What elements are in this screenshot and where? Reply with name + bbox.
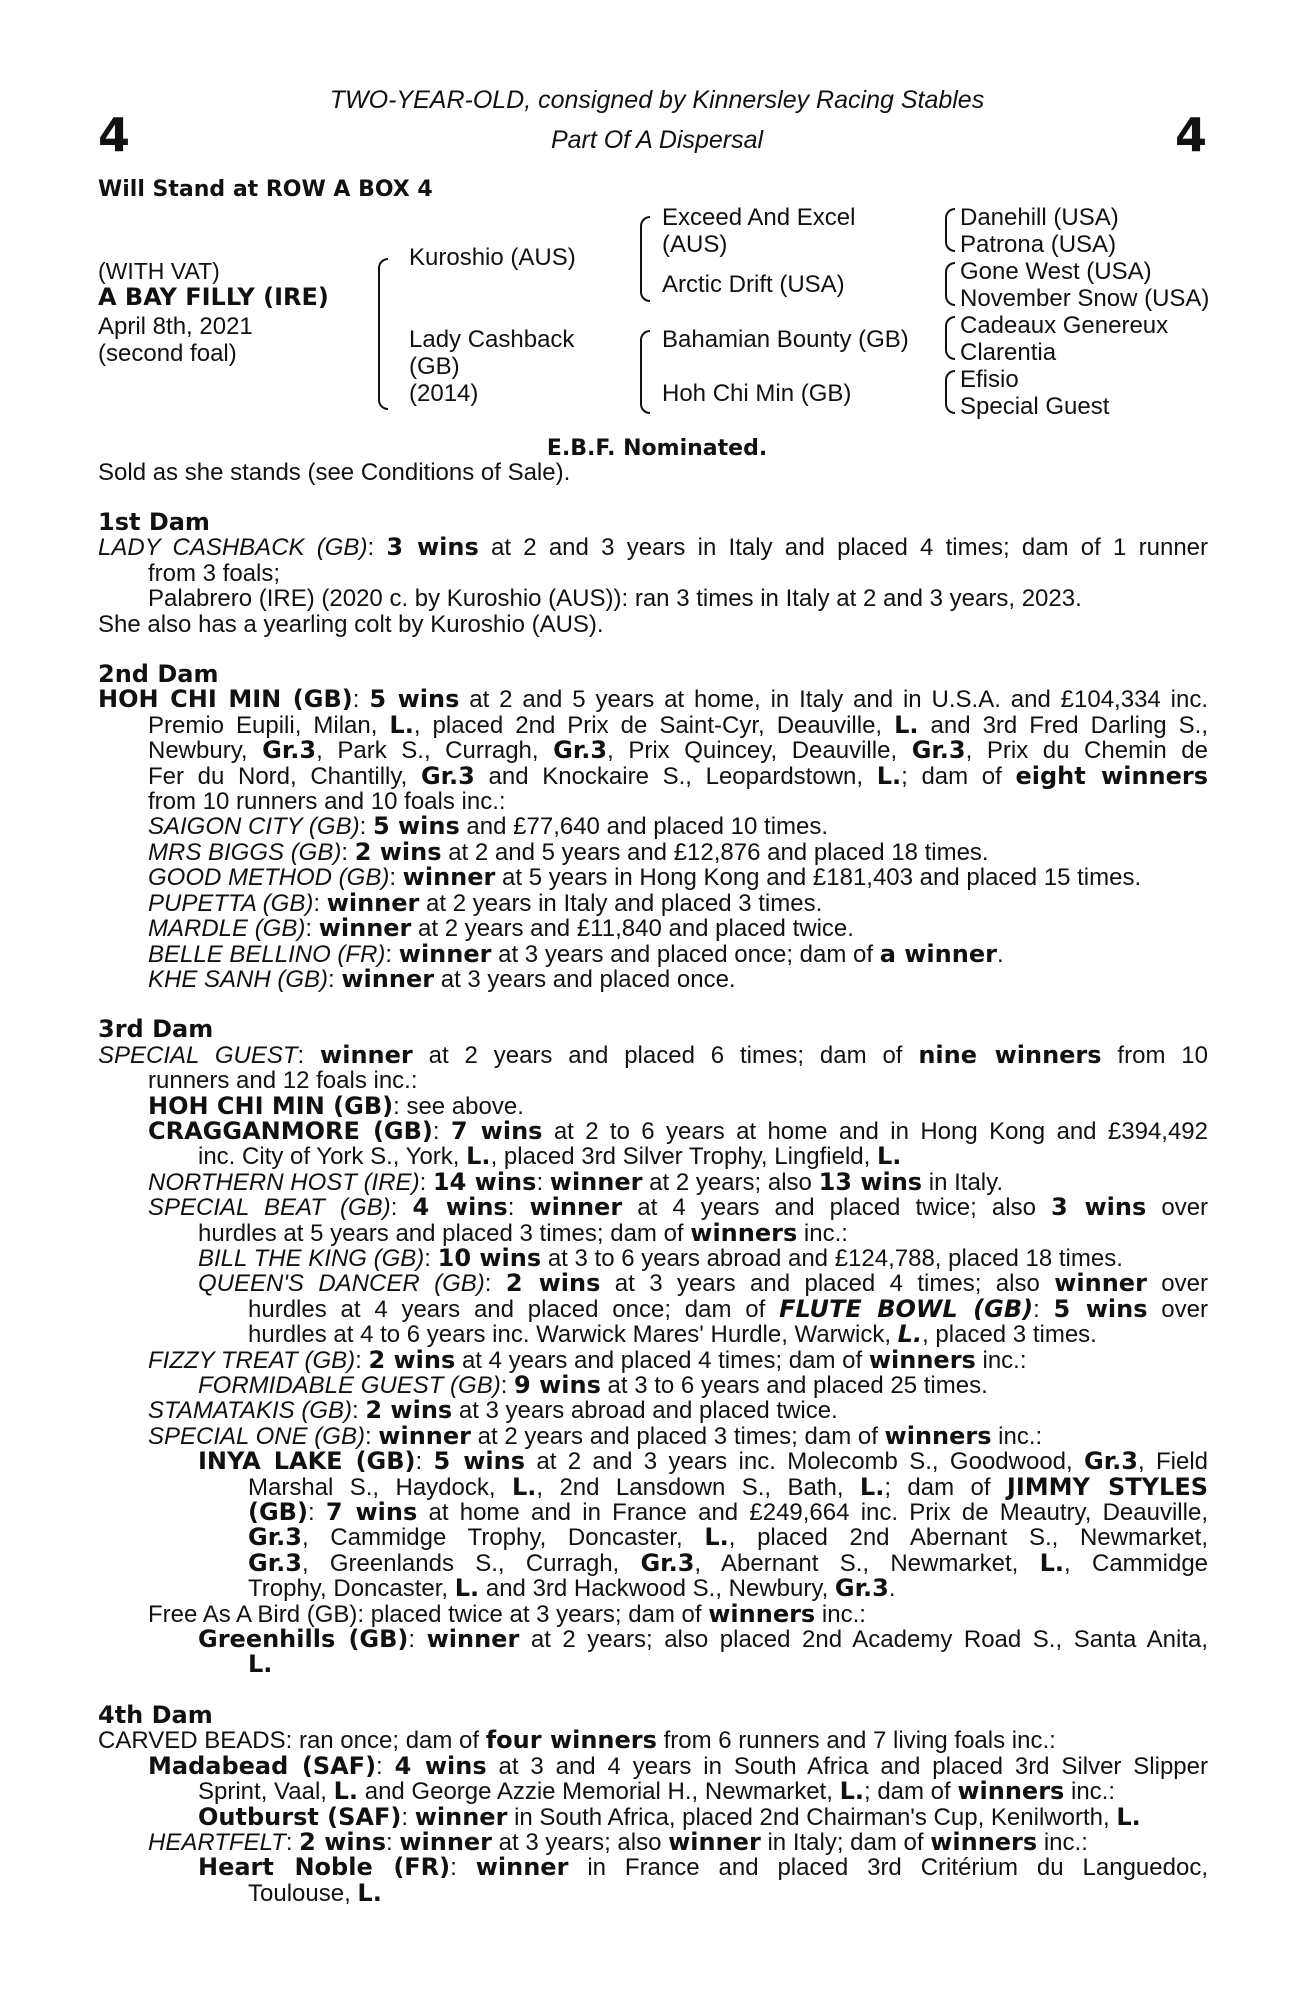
progeny-entry (98, 1827, 1208, 1856)
group-marker: Gr.3 (834, 1574, 889, 1603)
txt: : (285, 1828, 300, 1856)
txt: : (307, 1499, 326, 1527)
group-marker: Gr.3 (420, 761, 475, 790)
pedigree-brace-dam (640, 330, 650, 414)
pedigree-g8: Special Guest (960, 393, 1110, 420)
progeny-entry (98, 1243, 1208, 1272)
dam2-line (98, 687, 1208, 712)
winner-label: winner (1054, 1269, 1147, 1298)
vat-note: (WITH VAT) (98, 258, 220, 284)
txt: : (385, 1828, 400, 1856)
wins-count: 4 wins (412, 1193, 508, 1222)
foal-note: (second foal) (98, 340, 237, 367)
dam3-line (98, 1040, 1209, 1069)
horse-name: SAIGON CITY (GB) (148, 813, 360, 841)
progeny-entry (98, 1525, 1208, 1550)
txt: : (355, 1346, 369, 1374)
txt: in Italy; dam of (760, 1828, 931, 1856)
horse-name: STAMATAKIS (GB) (148, 1397, 353, 1425)
progeny-entry (98, 1398, 1208, 1423)
txt: inc.: (991, 1422, 1043, 1450)
txt: : (328, 965, 342, 993)
progeny-entry (98, 1421, 1208, 1450)
progeny-entry (98, 1599, 1208, 1628)
progeny-entry (98, 1271, 1208, 1296)
txt: at 3 years and placed once; dam of (491, 940, 880, 968)
txt: , Park S., Curragh, (316, 737, 554, 765)
listed-marker: L. (877, 1142, 902, 1171)
listed-marker: L. (357, 1878, 382, 1907)
wins-count: 7 wins (325, 1498, 418, 1527)
horse-name: NORTHERN HOST (IRE) (148, 1168, 420, 1196)
txt: Sprint, Vaal, (198, 1778, 334, 1806)
txt: Trophy, Doncaster, (248, 1575, 455, 1603)
txt: at 2 to 6 years at home and in Hong Kong and £394,492 (542, 1117, 1208, 1145)
wins-count: 3 wins (1051, 1193, 1147, 1222)
horse-name: A BAY FILLY (IRE) (98, 283, 329, 311)
progeny-entry (98, 1167, 1208, 1196)
wins-count: 9 wins (514, 1371, 601, 1399)
txt: at 2 years; also placed 2nd Academy Road S., Santa Anita, (519, 1626, 1208, 1654)
winner-label: winner (326, 888, 420, 917)
horse-name: Heart Noble (FR) (198, 1853, 451, 1882)
winners-count: a winner (879, 939, 997, 968)
progeny-entry (98, 1116, 1208, 1145)
progeny-entry (98, 1449, 1208, 1474)
txt: in South Africa, placed 2nd Chairman's Cup, Kenilworth, (507, 1803, 1117, 1831)
dam2-line (98, 710, 1208, 739)
winners-count: winners (884, 1421, 992, 1450)
listed-marker: L. (333, 1777, 359, 1806)
txt: : (419, 1168, 433, 1196)
horse-name: CRAGGANMORE (GB) (148, 1116, 433, 1145)
horse-name: SPECIAL ONE (GB) (148, 1422, 365, 1450)
txt: at 5 years in Hong Kong and £181,403 and placed 15 times. (495, 864, 1142, 892)
horse-name: SPECIAL BEAT (GB) (148, 1194, 391, 1222)
txt: from 10 (1101, 1041, 1209, 1069)
txt: : (408, 1626, 427, 1654)
horse-name: Madabead (SAF) (148, 1751, 377, 1780)
dam2-line (98, 738, 1208, 763)
txt: inc.: (1037, 1828, 1088, 1856)
txt: : (359, 813, 373, 841)
progeny-entry (98, 964, 1208, 993)
txt: . (996, 940, 1004, 968)
group-marker: Gr.3 (553, 736, 608, 765)
listed-marker: L. (704, 1523, 729, 1552)
txt: at 3 to 6 years and placed 25 times. (600, 1372, 988, 1399)
txt: at 2 and 5 years and £12,876 and placed 18 times. (441, 838, 989, 866)
horse-name: QUEEN'S DANCER (GB) (198, 1270, 485, 1298)
horse-name: KHE SANH (GB) (148, 965, 329, 993)
txt: : (450, 1854, 476, 1882)
txt: : (401, 1803, 415, 1831)
txt: from 6 runners and 7 living foals inc.: (656, 1727, 1056, 1755)
wins-count: 10 wins (437, 1243, 542, 1272)
progeny-entry: Palabrero (IRE) (2020 c. by Kuroshio (AUS)): ran 3 times in Italy at 2 and 3 years, 2023. (148, 585, 1082, 613)
progeny-entry (98, 1091, 1208, 1120)
txt: inc.: (975, 1346, 1027, 1374)
txt: inc.: (815, 1600, 866, 1628)
txt: : (432, 1117, 451, 1145)
wins-count: 14 wins (432, 1167, 537, 1196)
txt: and Knockaire S., Leopardstown, (474, 762, 877, 790)
dam-name: SPECIAL GUEST (98, 1041, 298, 1069)
pedigree-brace-g3 (945, 316, 955, 360)
progeny-entry (98, 1294, 1208, 1323)
pedigree-brace-g2 (945, 262, 955, 306)
group-marker: Gr.3 (1084, 1447, 1138, 1476)
winner-label: winner (320, 1040, 413, 1069)
txt: : (352, 1397, 366, 1425)
listed-marker: L. (389, 710, 414, 739)
txt: in France and placed 3rd Critérium du Languedoc, (568, 1854, 1208, 1882)
pedigree-brace-main (378, 258, 388, 410)
horse-name: PUPETTA (GB) (148, 889, 314, 917)
winners-count: winners (708, 1599, 816, 1628)
txt: at 2 and 3 years in Italy and placed 4 times; dam of 1 runner (478, 534, 1209, 562)
listed-marker: L. (466, 1142, 491, 1171)
sold-note: Sold as she stands (see Conditions of Sale). (98, 459, 571, 486)
txt: over (1146, 1194, 1209, 1222)
section-heading-4th-dam: 4th Dam (98, 1700, 213, 1729)
dam-name: LADY CASHBACK (GB) (98, 534, 368, 562)
txt: at 2 and 3 years inc. Molecomb S., Goodwood, (525, 1448, 1085, 1476)
wins-count: 5 wins (433, 1447, 526, 1476)
txt: hurdles at 4 years and placed once; dam of (248, 1295, 780, 1323)
progeny-entry (98, 916, 1208, 941)
winners-count: four winners (485, 1726, 657, 1755)
txt: : (313, 889, 327, 917)
listed-marker: L. (839, 1777, 864, 1806)
txt: , placed 3rd Silver Trophy, Lingfield, (490, 1143, 877, 1171)
winner-label: winner (402, 863, 496, 892)
horse-name: HOH CHI MIN (GB) (148, 1091, 394, 1120)
txt: : (376, 1752, 395, 1780)
pedigree-g3: Gone West (USA) (960, 258, 1152, 285)
txt: at 3 years and placed once. (434, 965, 736, 993)
progeny-entry (98, 939, 1208, 968)
section-heading-3rd-dam: 3rd Dam (98, 1015, 214, 1044)
pedigree-sire-sire-line1: Exceed And Excel (662, 204, 856, 231)
wins-count: 2 wins (365, 1396, 453, 1425)
txt: CARVED BEADS: ran once; dam of (98, 1727, 486, 1755)
txt: and 3rd Hackwood S., Newbury, (479, 1575, 835, 1603)
txt: at 2 years and placed 3 times; dam of (470, 1422, 885, 1450)
pedigree-brace-g4 (945, 370, 955, 414)
section-heading-1st-dam: 1st Dam (98, 508, 210, 536)
txt: : (507, 1194, 530, 1222)
horse-name: FORMIDABLE GUEST (GB) (198, 1372, 501, 1399)
dam4-line (98, 1728, 1208, 1753)
progeny-entry (98, 1548, 1209, 1577)
dam1-line: from 3 foals; (148, 559, 281, 587)
pedigree-dam-line2: (GB) (409, 353, 460, 380)
horse-name: BILL THE KING (GB) (198, 1244, 425, 1272)
txt: Newbury, (148, 737, 263, 765)
txt: hurdles at 5 years and placed 3 times; dam of (198, 1219, 691, 1247)
pedigree-dam-line3: (2014) (409, 380, 479, 407)
txt: : (305, 915, 319, 943)
group-marker: Gr.3 (262, 736, 317, 765)
horse-name: Greenhills (GB) (198, 1625, 409, 1654)
section-heading-2nd-dam: 2nd Dam (98, 660, 219, 689)
winner-label: winner (378, 1421, 471, 1450)
txt: at 2 years and placed 6 times; dam of (412, 1041, 919, 1069)
txt: : (352, 686, 370, 714)
txt: inc.: (1064, 1778, 1116, 1806)
txt: at 2 years in Italy and placed 3 times. (419, 889, 823, 917)
horse-name: HEARTFELT (148, 1828, 286, 1856)
listed-marker: L. (454, 1574, 480, 1603)
txt: : (364, 1422, 379, 1450)
winner-label: winner (318, 914, 412, 943)
txt: at 3 to 6 years abroad and £124,788, placed 18 times. (541, 1244, 1123, 1272)
txt: and £77,640 and placed 10 times. (459, 813, 829, 841)
txt: : (415, 1448, 434, 1476)
group-marker: Gr.3 (911, 736, 966, 765)
txt: : see above. (393, 1092, 524, 1120)
txt: over (1147, 1295, 1208, 1323)
txt: : (536, 1168, 550, 1196)
horse-name: FLUTE BOWL (GB) (779, 1294, 1034, 1323)
progeny-entry (98, 1218, 1208, 1247)
foaling-date: April 8th, 2021 (98, 313, 253, 340)
horse-name: (GB) (248, 1498, 308, 1527)
dam3-line: runners and 12 foals inc.: (148, 1067, 418, 1095)
pedigree-sire-dam: Arctic Drift (USA) (662, 271, 845, 298)
pedigree-brace-sire (640, 216, 650, 302)
listed-marker: L. (1039, 1548, 1065, 1577)
wins-count: 2 wins (505, 1269, 601, 1298)
pedigree-dam-sire: Bahamian Bounty (GB) (662, 326, 909, 353)
progeny-entry (98, 1779, 1208, 1804)
horse-name: Outburst (SAF) (198, 1802, 402, 1831)
progeny-entry (98, 814, 1208, 839)
catalogue-body (98, 510, 1208, 1906)
progeny-entry (98, 837, 1208, 866)
wins-count: 2 wins (354, 837, 442, 866)
horse-name: MARDLE (GB) (148, 915, 306, 943)
txt: : (367, 534, 387, 562)
txt: and 3rd Fred Darling S., (918, 711, 1208, 739)
lot-number-left: 4 (98, 108, 131, 162)
txt: at 3 years and placed 4 times; also (600, 1270, 1055, 1298)
txt: at 3 years; also (492, 1828, 669, 1856)
listed-marker: L. (1116, 1802, 1141, 1831)
txt: : (341, 838, 355, 866)
txt: , 2nd Lansdown S., Bath, (536, 1473, 860, 1501)
horse-name: BELLE BELLINO (FR) (148, 940, 386, 968)
txt: Free As A Bird (GB): placed twice at 3 years; dam of (148, 1600, 709, 1628)
txt: in Italy. (922, 1168, 1004, 1196)
winner-label: winner (475, 1853, 569, 1882)
pedigree-sire-sire-line2: (AUS) (662, 231, 728, 258)
winner-label: winner (414, 1802, 508, 1831)
txt: at 3 and 4 years in South Africa and placed 3rd Silver Slipper (486, 1752, 1208, 1780)
txt: : (389, 864, 403, 892)
winners-count: winners (690, 1218, 798, 1247)
progeny-entry (98, 1576, 1208, 1601)
txt: , placed 3 times. (922, 1321, 1097, 1349)
txt: ; dam of (863, 1778, 958, 1806)
group-marker: Gr.3 (640, 1548, 695, 1577)
winner-label: winner (426, 1625, 520, 1654)
pedigree-dam-dam: Hoh Chi Min (GB) (662, 380, 852, 407)
progeny-entry (98, 1878, 1208, 1907)
listed-marker: L. (897, 1320, 923, 1349)
txt: at 3 years abroad and placed twice. (452, 1397, 838, 1425)
txt: Marshal S., Haydock, (248, 1473, 512, 1501)
group-marker: Gr.3 (248, 1523, 302, 1552)
txt: at home and in France and £249,664 inc. Prix de Meautry, Deauville, (417, 1499, 1208, 1527)
pedigree-g4: November Snow (USA) (960, 285, 1210, 312)
winner-label: winner (399, 1827, 493, 1856)
dispersal-line: Part Of A Dispersal (550, 126, 764, 154)
pedigree-dam-line1: Lady Cashback (409, 326, 575, 353)
wins-count: 5 wins (369, 685, 460, 714)
progeny-entry (98, 1751, 1208, 1780)
listed-marker: L. (894, 710, 919, 739)
txt: : (390, 1194, 413, 1222)
progeny-entry (98, 865, 1208, 890)
txt: and George Azzie Memorial H., Newmarket, (358, 1778, 840, 1806)
txt: ; dam of (901, 762, 1016, 790)
txt: . (888, 1575, 896, 1603)
txt: , Greenlands S., Curragh, (301, 1549, 641, 1577)
horse-name: INYA LAKE (GB) (198, 1447, 416, 1476)
pedigree-g1: Danehill (USA) (960, 204, 1119, 231)
dam-name: HOH CHI MIN (GB) (98, 685, 353, 714)
horse-name: JIMMY STYLES (1006, 1472, 1209, 1501)
txt: , Prix du Chemin de (965, 737, 1209, 765)
lot-number-right: 4 (1175, 108, 1208, 162)
progeny-entry (98, 1195, 1208, 1220)
ebf-nominated: E.B.F. Nominated. (546, 436, 768, 461)
listed-marker: L. (248, 1650, 273, 1679)
listed-marker: L. (876, 761, 902, 790)
txt: over (1146, 1270, 1208, 1298)
winners-count: winners (930, 1827, 1038, 1856)
listed-marker: L. (511, 1472, 537, 1501)
yearling-note: She also has a yearling colt by Kuroshio (AUS). (98, 610, 604, 638)
progeny-entry (98, 1627, 1208, 1652)
winner-label: winner (341, 964, 435, 993)
txt: , Cammidge Trophy, Doncaster, (301, 1524, 705, 1552)
pedigree-g5: Cadeaux Genereux (960, 312, 1169, 339)
wins-count: 5 wins (1053, 1294, 1148, 1323)
pedigree-brace-g1 (945, 208, 955, 252)
txt: hurdles at 4 to 6 years inc. Warwick Mares' Hurdle, Warwick, (248, 1321, 898, 1349)
winner-label: winner (549, 1167, 643, 1196)
wins-count: 13 wins (818, 1167, 923, 1196)
dam2-line (98, 761, 1209, 790)
progeny-entry (98, 1345, 1208, 1374)
wins-count: 5 wins (372, 812, 460, 841)
progeny-entry (98, 1144, 1208, 1169)
txt: , Prix Quincey, Deauville, (607, 737, 912, 765)
pedigree-g6: Clarentia (960, 339, 1057, 366)
wins-count: 2 wins (299, 1827, 386, 1856)
progeny-entry (98, 888, 1208, 917)
progeny-entry (98, 1373, 1208, 1398)
txt: , placed 2nd Abernant S., Newmarket, (728, 1524, 1208, 1552)
txt: , Abernant S., Newmarket, (694, 1549, 1040, 1577)
pedigree-sire: Kuroshio (AUS) (409, 244, 576, 271)
txt: at 2 and 5 years at home, in Italy and in U.S.A. and £104,334 inc. (459, 686, 1209, 714)
txt: : (424, 1244, 438, 1272)
group-marker: Gr.3 (248, 1548, 302, 1577)
txt: : (385, 940, 399, 968)
stand-location: Will Stand at ROW A BOX 4 (98, 177, 433, 202)
txt: : (1033, 1295, 1054, 1323)
txt: , Cammidge (1064, 1549, 1209, 1577)
winner-label: winner (398, 939, 492, 968)
progeny-entry (98, 1322, 1208, 1347)
dam2-line: from 10 runners and 10 foals inc.: (148, 788, 506, 816)
txt: at 4 years and placed 4 times; dam of (455, 1346, 869, 1374)
winners-count: nine winners (918, 1040, 1102, 1069)
horse-name: MRS BIGGS (GB) (148, 838, 342, 866)
pedigree-g7: Efisio (960, 366, 1019, 393)
txt: inc.: (797, 1219, 848, 1247)
progeny-entry (98, 1472, 1209, 1501)
txt: : (500, 1372, 515, 1399)
winner-label: winner (529, 1193, 623, 1222)
txt: Toulouse, (248, 1879, 358, 1907)
progeny-entry (98, 1855, 1208, 1880)
winners-count: winners (868, 1345, 976, 1374)
txt: , Field (1137, 1448, 1208, 1476)
wins-count: 4 wins (394, 1751, 487, 1780)
txt: Fer du Nord, Chantilly, (148, 762, 421, 790)
txt: inc. City of York S., York, (198, 1143, 467, 1171)
txt: at 4 years and placed twice; also (622, 1194, 1052, 1222)
horse-name: GOOD METHOD (GB) (148, 864, 390, 892)
dam1-line (98, 535, 1208, 560)
progeny-entry (98, 1802, 1208, 1831)
wins-count: 7 wins (450, 1116, 543, 1145)
txt: , placed 2nd Prix de Saint-Cyr, Deauville, (413, 711, 895, 739)
txt: ; dam of (884, 1473, 1007, 1501)
txt: at 2 years; also (642, 1168, 819, 1196)
consignor-line: TWO-YEAR-OLD, consigned by Kinnersley Racing Stables (329, 86, 985, 114)
txt: : (297, 1041, 321, 1069)
txt: at 2 years and £11,840 and placed twice. (411, 915, 854, 943)
horse-name: FIZZY TREAT (GB) (148, 1346, 356, 1374)
progeny-entry (98, 1500, 1208, 1525)
winners-count: eight winners (1015, 761, 1209, 790)
txt: Premio Eupili, Milan, (148, 711, 390, 739)
wins-count: 3 wins (386, 533, 479, 562)
winner-label: winner (668, 1827, 761, 1856)
wins-count: 2 wins (368, 1345, 456, 1374)
txt: : (484, 1270, 506, 1298)
winners-count: winners (957, 1777, 1065, 1806)
listed-marker: L. (859, 1472, 885, 1501)
pedigree-g2: Patrona (USA) (960, 231, 1117, 258)
